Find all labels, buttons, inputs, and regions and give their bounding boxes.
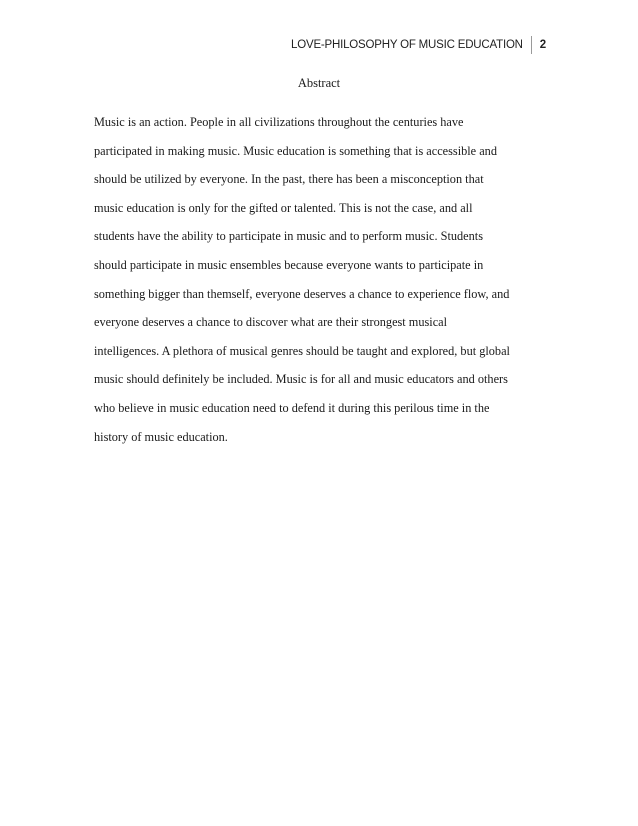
running-header xyxy=(291,36,546,54)
abstract-line: who believe in music education need to defend it during this perilous time in the xyxy=(94,400,490,415)
abstract-heading: Abstract xyxy=(297,76,341,90)
abstract-line: intelligences. A plethora of musical genres should be taught and explored, but global xyxy=(94,343,510,358)
running-title: LOVE-PHILOSOPHY OF MUSIC EDUCATION xyxy=(291,39,523,51)
header-divider xyxy=(531,36,532,54)
abstract-line: something bigger than themself, everyone deserves a chance to experience flow, and xyxy=(94,286,510,301)
page-number: 2 xyxy=(539,39,546,51)
abstract-line: students have the ability to participate in music and to perform music. Students xyxy=(94,229,483,244)
abstract-line: should participate in music ensembles because everyone wants to participate in xyxy=(94,257,484,272)
abstract-line: history of music education. xyxy=(94,429,228,444)
abstract-body xyxy=(94,108,554,451)
abstract-line: Music is an action. People in all civilizations throughout the centuries have xyxy=(94,115,464,129)
abstract-line: music should definitely be included. Music is for all and music educators and others xyxy=(94,372,508,387)
abstract-line: everyone deserves a chance to discover what are their strongest musical xyxy=(94,315,448,330)
abstract-line: should be utilized by everyone. In the past, there has been a misconception that xyxy=(94,172,484,187)
abstract-line: participated in making music. Music education is something that is accessible and xyxy=(94,143,497,158)
abstract-line: music education is only for the gifted or talented. This is not the case, and all xyxy=(94,200,473,215)
